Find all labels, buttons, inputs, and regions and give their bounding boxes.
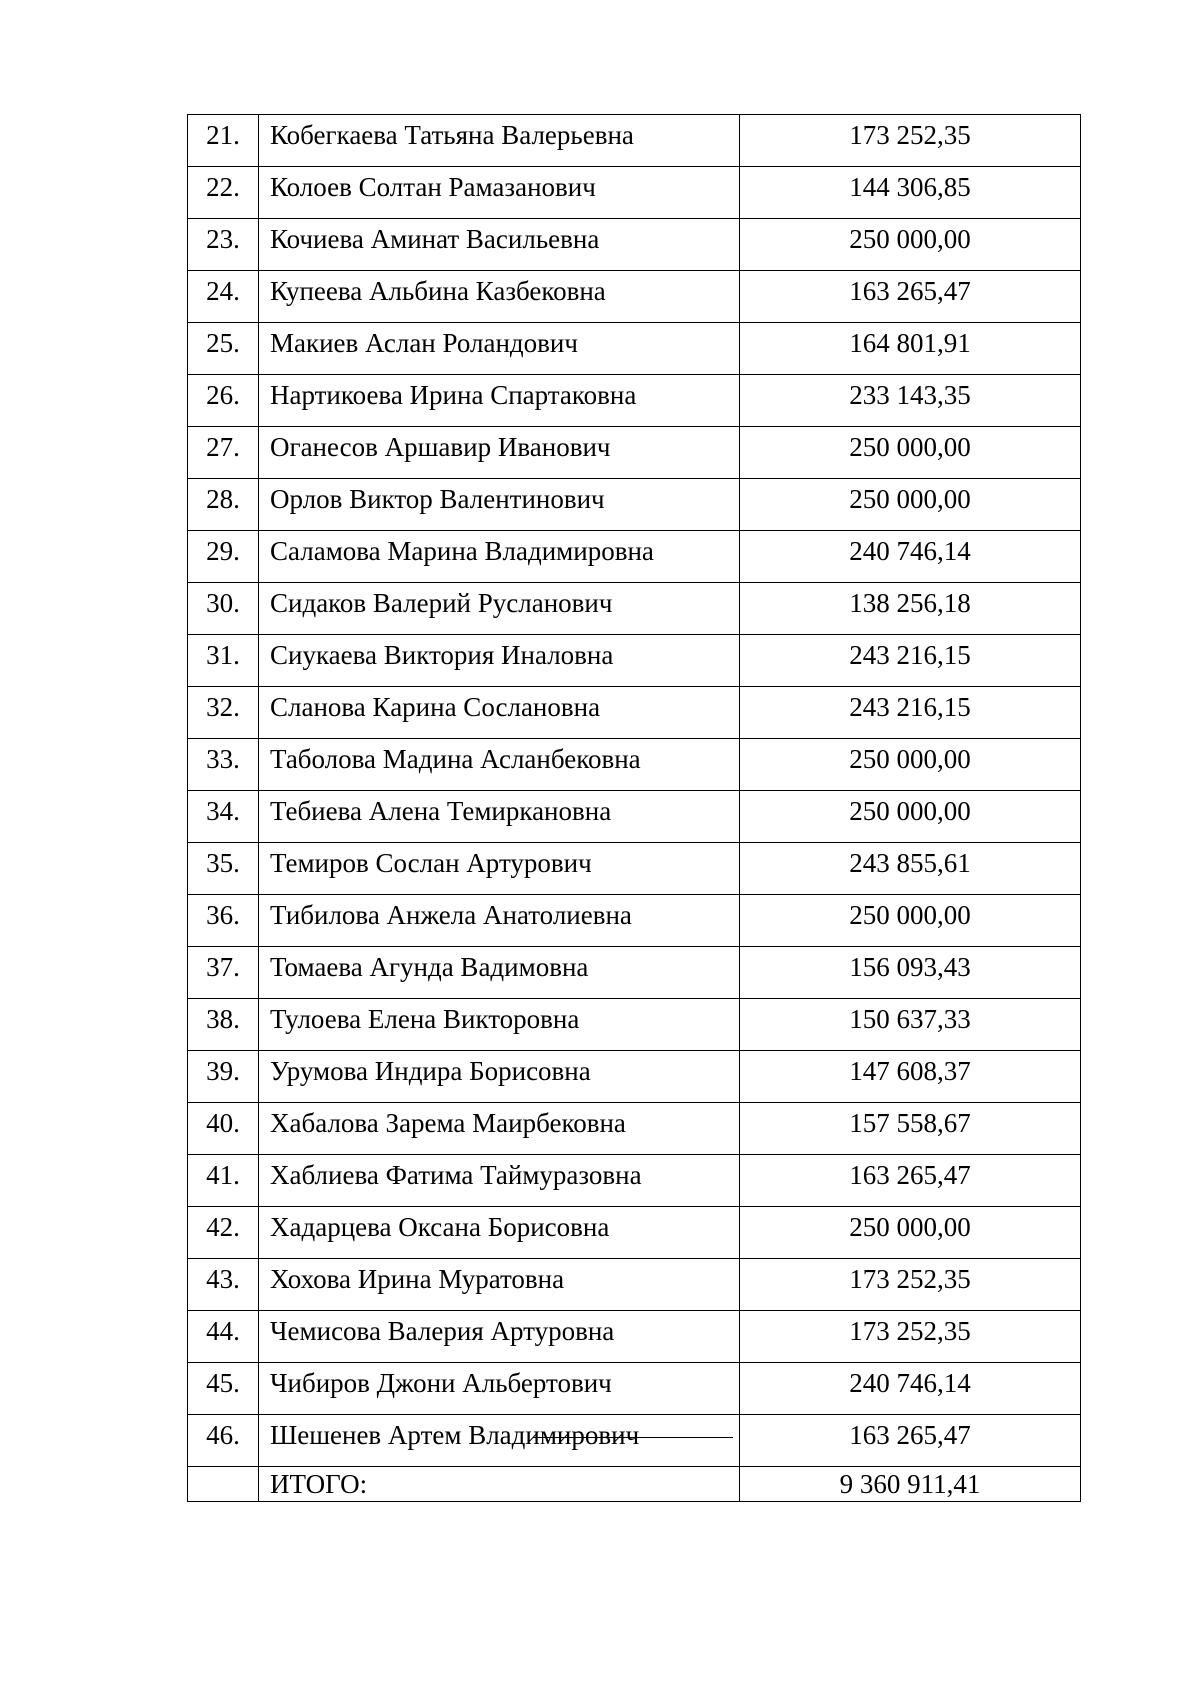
row-number-cell: 30.: [188, 583, 259, 635]
full-name-cell: Урумова Индира Борисовна: [259, 1051, 740, 1103]
row-number-cell: 41.: [188, 1155, 259, 1207]
full-name-cell: Макиев Аслан Роландович: [259, 323, 740, 375]
amount-cell: 250 000,00: [740, 427, 1081, 479]
amount-cell: 173 252,35: [740, 1311, 1081, 1363]
full-name-cell: Нартикоева Ирина Спартаковна: [259, 375, 740, 427]
table-row: [188, 115, 1081, 167]
table-row: [188, 1155, 1081, 1207]
row-number-cell: 21.: [188, 115, 259, 167]
full-name-cell: Темиров Сослан Артурович: [259, 843, 740, 895]
table-row: [188, 1415, 1081, 1467]
table-row: [188, 479, 1081, 531]
table-row: [188, 219, 1081, 271]
amount-cell: 243 855,61: [740, 843, 1081, 895]
table-row: [188, 635, 1081, 687]
total-number-cell: [188, 1467, 259, 1502]
row-number-cell: 27.: [188, 427, 259, 479]
table-row: [188, 1311, 1081, 1363]
amount-cell: 173 252,35: [740, 1259, 1081, 1311]
full-name-cell: Таболова Мадина Асланбековна: [259, 739, 740, 791]
table-row: [188, 1259, 1081, 1311]
recipients-table: [187, 114, 1081, 1502]
table-row: [188, 1103, 1081, 1155]
full-name-cell: Хохова Ирина Муратовна: [259, 1259, 740, 1311]
full-name-cell: Кобегкаева Татьяна Валерьевна: [259, 115, 740, 167]
table-row: [188, 271, 1081, 323]
full-name-cell: Тулоева Елена Викторовна: [259, 999, 740, 1051]
amount-cell: 250 000,00: [740, 1207, 1081, 1259]
amount-cell: 173 252,35: [740, 115, 1081, 167]
full-name-cell: Шешенев Артем Владимирович: [259, 1415, 740, 1467]
full-name-cell: Оганесов Аршавир Иванович: [259, 427, 740, 479]
full-name-cell: Орлов Виктор Валентинович: [259, 479, 740, 531]
table-row: [188, 583, 1081, 635]
row-number-cell: 46.: [188, 1415, 259, 1467]
total-label-cell: ИТОГО:: [259, 1467, 740, 1502]
table-row: [188, 999, 1081, 1051]
row-number-cell: 37.: [188, 947, 259, 999]
row-number-cell: 33.: [188, 739, 259, 791]
row-number-cell: 28.: [188, 479, 259, 531]
amount-cell: 150 637,33: [740, 999, 1081, 1051]
amount-cell: 144 306,85: [740, 167, 1081, 219]
table-row: [188, 791, 1081, 843]
table-row: [188, 895, 1081, 947]
row-number-cell: 40.: [188, 1103, 259, 1155]
row-number-cell: 22.: [188, 167, 259, 219]
table-row: [188, 1207, 1081, 1259]
row-number-cell: 34.: [188, 791, 259, 843]
full-name-cell: Сланова Карина Сослановна: [259, 687, 740, 739]
amount-cell: 243 216,15: [740, 687, 1081, 739]
total-amount-cell: 9 360 911,41: [740, 1467, 1081, 1502]
row-number-cell: 32.: [188, 687, 259, 739]
amount-cell: 250 000,00: [740, 895, 1081, 947]
amount-cell: 163 265,47: [740, 1415, 1081, 1467]
row-number-cell: 26.: [188, 375, 259, 427]
row-number-cell: 45.: [188, 1363, 259, 1415]
amount-cell: 163 265,47: [740, 1155, 1081, 1207]
row-number-cell: 31.: [188, 635, 259, 687]
row-number-cell: 39.: [188, 1051, 259, 1103]
table-row: [188, 323, 1081, 375]
full-name-cell: Чибиров Джони Альбертович: [259, 1363, 740, 1415]
full-name-cell: Томаева Агунда Вадимовна: [259, 947, 740, 999]
full-name-cell: Колоев Солтан Рамазанович: [259, 167, 740, 219]
table-row: [188, 167, 1081, 219]
amount-cell: 250 000,00: [740, 219, 1081, 271]
table-row: [188, 531, 1081, 583]
table-row: [188, 739, 1081, 791]
amount-cell: 164 801,91: [740, 323, 1081, 375]
row-number-cell: 43.: [188, 1259, 259, 1311]
full-name-cell: Сиукаева Виктория Иналовна: [259, 635, 740, 687]
amount-cell: 250 000,00: [740, 479, 1081, 531]
row-number-cell: 24.: [188, 271, 259, 323]
amount-cell: 157 558,67: [740, 1103, 1081, 1155]
row-number-cell: 38.: [188, 999, 259, 1051]
full-name-cell: Тебиева Алена Темиркановна: [259, 791, 740, 843]
row-number-cell: 23.: [188, 219, 259, 271]
full-name-cell: Хабалова Зарема Маирбековна: [259, 1103, 740, 1155]
row-number-cell: 36.: [188, 895, 259, 947]
table-body: [188, 115, 1081, 1502]
full-name-cell: Кочиева Аминат Васильевна: [259, 219, 740, 271]
full-name-cell: Хадарцева Оксана Борисовна: [259, 1207, 740, 1259]
end-of-document-line: [533, 1437, 733, 1438]
row-number-cell: 42.: [188, 1207, 259, 1259]
full-name-cell: Тибилова Анжела Анатолиевна: [259, 895, 740, 947]
full-name-cell: Чемисова Валерия Артуровна: [259, 1311, 740, 1363]
row-number-cell: 44.: [188, 1311, 259, 1363]
row-number-cell: 35.: [188, 843, 259, 895]
full-name-cell: Купеева Альбина Казбековна: [259, 271, 740, 323]
table-row: [188, 947, 1081, 999]
row-number-cell: 25.: [188, 323, 259, 375]
amount-cell: 138 256,18: [740, 583, 1081, 635]
amount-cell: 250 000,00: [740, 791, 1081, 843]
amount-cell: 240 746,14: [740, 531, 1081, 583]
full-name-cell: Саламова Марина Владимировна: [259, 531, 740, 583]
table-row: [188, 375, 1081, 427]
table-row: [188, 427, 1081, 479]
total-row: [188, 1467, 1081, 1502]
full-name-cell: Сидаков Валерий Русланович: [259, 583, 740, 635]
amount-cell: 250 000,00: [740, 739, 1081, 791]
amount-cell: 147 608,37: [740, 1051, 1081, 1103]
amount-cell: 233 143,35: [740, 375, 1081, 427]
amount-cell: 243 216,15: [740, 635, 1081, 687]
amount-cell: 156 093,43: [740, 947, 1081, 999]
row-number-cell: 29.: [188, 531, 259, 583]
table-row: [188, 687, 1081, 739]
amount-cell: 163 265,47: [740, 271, 1081, 323]
full-name-cell: Хаблиева Фатима Таймуразовна: [259, 1155, 740, 1207]
table-row: [188, 843, 1081, 895]
table-row: [188, 1051, 1081, 1103]
amount-cell: 240 746,14: [740, 1363, 1081, 1415]
table-row: [188, 1363, 1081, 1415]
